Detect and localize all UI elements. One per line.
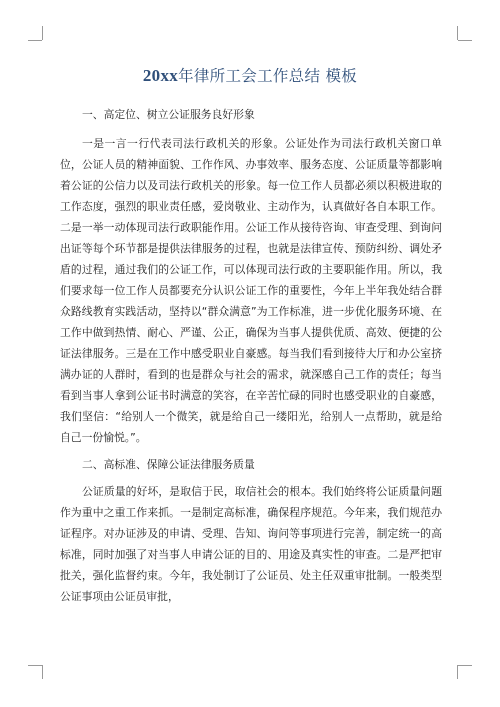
crop-mark-top-left-vertical xyxy=(42,26,43,40)
title-text: 年律所工会工作总结 模板 xyxy=(178,67,358,85)
section-2-heading: 二、高标准、保障公证法律服务质量 xyxy=(82,458,255,471)
title-year: 20xx xyxy=(142,66,179,85)
crop-mark-bottom-right-horizontal xyxy=(458,665,472,666)
crop-mark-top-right-vertical xyxy=(457,26,458,40)
crop-mark-bottom-left-horizontal xyxy=(28,665,42,666)
crop-mark-top-left-horizontal xyxy=(28,40,42,41)
crop-mark-bottom-right-vertical xyxy=(457,665,458,679)
document-body xyxy=(60,108,442,607)
crop-mark-bottom-left-vertical xyxy=(42,665,43,679)
section-1-heading: 一、高定位、树立公证服务良好形象 xyxy=(82,108,255,121)
crop-mark-top-right-horizontal xyxy=(458,40,472,41)
section-1-paragraph: 一是一言一行代表司法行政机关的形象。公证处作为司法行政机关窗口单位，公证人员的精神面貌、工作作风、办事效率、服务态度、公证质量等都影响着公证的公信力以及司法行政机关的形象。每一位工作人员都必须以积极进取的工作态度，强烈的职业责任感，爱岗敬业、主动作为，认真做好各自本职工作。二是一举一动体现司法行政职能作用。公证工作从接待咨询、审查受理、到询问出证等每个环节都是提供法律服务的过程，也就是法律宣传、预防纠纷、调处矛盾的过程，通过我们的公证工作，可以体现司法行政的主要职能作用。所以，我们要求每一位工作人员都要充分认识公证工作的重要性，今年上半年我处结合群众路线教育实践活动，坚持以“群众满意”为工作标准，进一步优化服务环境、在工作中做到热情、耐心、严谨、公正，确保为当事人提供优质、高效、便捷的公证法律服务。三是在工作中感受职业自豪感。每当我们看到接待大厅和办公室挤满办证的人群时，看到的也是群众与社会的需求，就深感自己工作的责任；每当看到当事人拿到公证书时满意的笑容，在辛苦忙碌的同时也感受职业的自豪感，我们坚信：“给别人一个微笑，就是给自己一缕阳光，给别人一点帮助，就是给自己一份愉悦。”。 xyxy=(60,137,442,444)
section-2-paragraph: 公证质量的好坏，是取信于民，取信社会的根本。我们始终将公证质量问题作为重中之重工作来抓。一是制定高标准，确保程序规范。今年来，我们规范办证程序。对办证涉及的申请、受理、告知、询问等事项进行完善，制定统一的高标准，同时加强了对当事人申请公证的目的、用途及真实性的审查。二是严把审批关，强化监督约束。今年，我处制订了公证员、处主任双重审批制。一般类型公证事项由公证员审批， xyxy=(60,485,442,603)
document-title xyxy=(0,64,500,86)
